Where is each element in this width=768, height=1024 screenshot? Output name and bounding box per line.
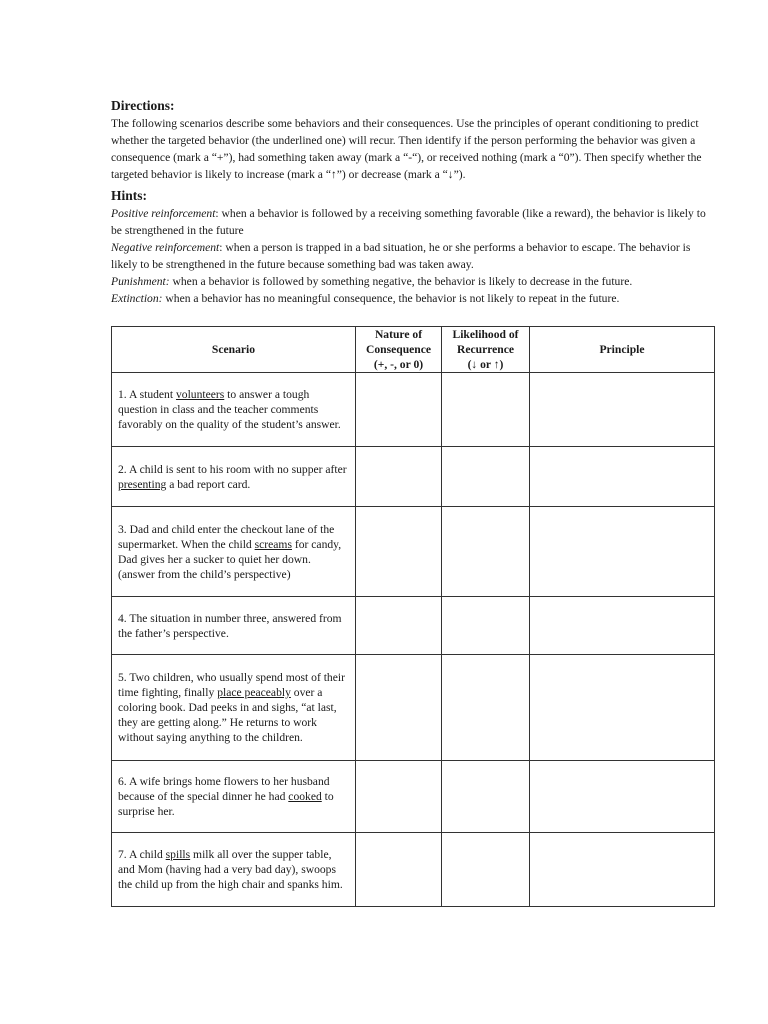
principle-answer-cell[interactable] <box>530 597 715 655</box>
nature-answer-cell[interactable] <box>356 507 442 597</box>
hint-punishment <box>111 273 715 290</box>
likelihood-answer-cell[interactable] <box>442 373 530 447</box>
nature-answer-cell[interactable] <box>356 597 442 655</box>
scenario-cell: 1. A student volunteers to answer a tough question in class and the teacher comments favorably on the quality of the student’s answer. <box>112 373 356 447</box>
header-line: (+, -, or 0) <box>373 358 424 371</box>
table-row <box>112 833 715 907</box>
header-likelihood-of-recurrence <box>442 327 530 373</box>
header-line: Nature of <box>374 328 423 341</box>
hint-positive-reinforcement: Positive reinforcement: when a behavior is followed by a receiving something favorable (like a reward), the behavior is likely to be strengthened in the future <box>111 207 706 237</box>
table-row <box>112 373 715 447</box>
header-line: (↓ or ↑) <box>467 358 504 371</box>
header-line: Consequence <box>365 343 432 356</box>
principle-answer-cell[interactable] <box>530 447 715 507</box>
principle-answer-cell[interactable] <box>530 833 715 907</box>
hint-text: when a person is trapped in a bad situation, he or she performs a behavior to escape. The behavior is likely to be strengthened in the future because something bad was taken away. <box>111 241 691 271</box>
nature-answer-cell[interactable] <box>356 447 442 507</box>
principle-answer-cell[interactable] <box>530 373 715 447</box>
hint-term: Punishment: <box>111 275 170 288</box>
hint-extinction <box>111 290 715 307</box>
likelihood-answer-cell[interactable] <box>442 761 530 833</box>
principle-answer-cell[interactable] <box>530 761 715 833</box>
likelihood-answer-cell[interactable] <box>442 447 530 507</box>
table-row <box>112 761 715 833</box>
header-line: Recurrence <box>456 343 515 356</box>
nature-answer-cell[interactable] <box>356 761 442 833</box>
hints-heading: Hints: <box>111 188 148 203</box>
scenario-cell: 4. The situation in number three, answered from the father’s perspective. <box>112 597 356 655</box>
scenario-table <box>111 326 715 907</box>
likelihood-answer-cell[interactable] <box>442 597 530 655</box>
table-row <box>112 447 715 507</box>
hint-term: Extinction: <box>111 292 163 305</box>
directions-text: The following scenarios describe some behaviors and their consequences. Use the principles of operant conditioning to predict whether the targeted behavior (the underlined one) will recur. Then identify if the person performing the behavior was given a consequence (mark a “+”), had something taken away (mark a “-“), or received nothing (mark a “0”). Then specify whether the targeted behavior is likely to increase (mark a “↑”) or decrease (mark a “↓”). <box>111 117 702 181</box>
principle-answer-cell[interactable] <box>530 507 715 597</box>
hint-negative-reinforcement: Negative reinforcement: when a person is trapped in a bad situation, he or she performs a behavior to escape. The behavior is likely to be strengthened in the future because something bad was taken away. <box>111 241 691 271</box>
scenario-cell: 7. A child spills milk all over the supper table, and Mom (having had a very bad day), swoops the child up from the high chair and spanks him. <box>112 833 356 907</box>
hint-text: when a behavior is followed by something negative, the behavior is likely to decrease in the future. <box>172 275 633 288</box>
worksheet-page <box>111 97 715 307</box>
hint-term: Positive reinforcement <box>111 207 216 220</box>
scenario-cell: 6. A wife brings home flowers to her husband because of the special dinner he had cooked to surprise her. <box>112 761 356 833</box>
likelihood-answer-cell[interactable] <box>442 655 530 761</box>
hint-text: when a behavior is followed by a receiving something favorable (like a reward), the behavior is likely to be strengthened in the future <box>111 207 706 237</box>
hint-term: Negative reinforcement <box>111 241 220 254</box>
directions-heading: Directions: <box>111 98 175 113</box>
table-row <box>112 655 715 761</box>
likelihood-answer-cell[interactable] <box>442 507 530 597</box>
header-line: Likelihood of <box>452 328 519 341</box>
header-nature-of-consequence <box>356 327 442 373</box>
nature-answer-cell[interactable] <box>356 833 442 907</box>
nature-answer-cell[interactable] <box>356 655 442 761</box>
table-row <box>112 507 715 597</box>
table-row <box>112 597 715 655</box>
scenario-cell: 3. Dad and child enter the checkout lane of the supermarket. When the child screams for candy, Dad gives her a sucker to quiet her down. (answer from the child’s perspective) <box>112 507 356 597</box>
likelihood-answer-cell[interactable] <box>442 833 530 907</box>
table-header-row <box>112 327 715 373</box>
scenario-cell: 5. Two children, who usually spend most of their time fighting, finally place peaceably over a coloring book. Dad peeks in and sighs, “at last, they are getting along.” He returns to work without saying anything to the children. <box>112 655 356 761</box>
header-scenario: Scenario <box>112 327 356 373</box>
header-principle: Principle <box>530 327 715 373</box>
principle-answer-cell[interactable] <box>530 655 715 761</box>
hint-text: when a behavior has no meaningful consequence, the behavior is not likely to repeat in the future. <box>165 292 620 305</box>
nature-answer-cell[interactable] <box>356 373 442 447</box>
scenario-cell: 2. A child is sent to his room with no supper after presenting a bad report card. <box>112 447 356 507</box>
